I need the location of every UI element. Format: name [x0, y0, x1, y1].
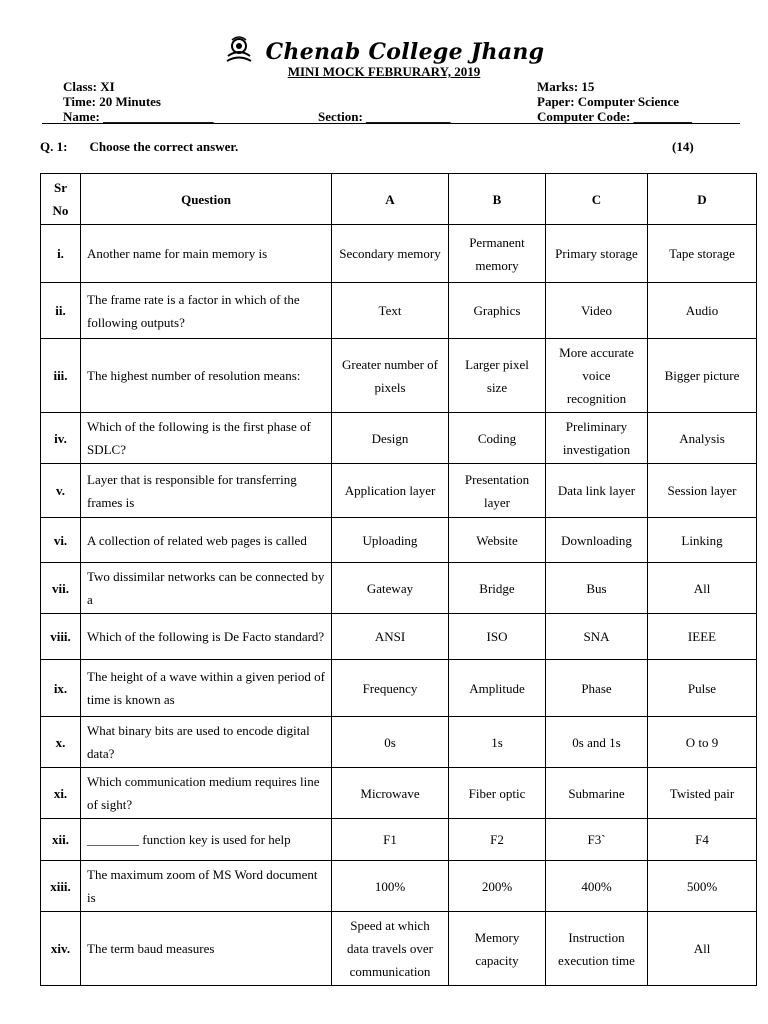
question-number: Q. 1: [40, 139, 68, 154]
row-option-b: 200% [449, 861, 546, 912]
row-question: Which of the following is De Facto standard? [81, 614, 332, 660]
header-question: Question [81, 174, 332, 225]
row-option-b: Coding [449, 413, 546, 464]
row-option-d: Session layer [648, 464, 757, 518]
table-row [41, 563, 757, 614]
row-option-b: Memory capacity [449, 912, 546, 986]
table-row [41, 717, 757, 768]
row-sr-number: xiv. [41, 912, 81, 986]
row-question: Which of the following is the first phase of SDLC? [81, 413, 332, 464]
table-row [41, 614, 757, 660]
time-label: Time: 20 Minutes [63, 94, 161, 109]
row-sr-number: ii. [41, 283, 81, 339]
row-option-c: 0s and 1s [546, 717, 648, 768]
row-option-d: Twisted pair [648, 768, 757, 819]
row-sr-number: v. [41, 464, 81, 518]
row-sr-number: iv. [41, 413, 81, 464]
row-option-c: Phase [546, 660, 648, 717]
class-label: Class: XI [63, 79, 115, 94]
row-option-c: SNA [546, 614, 648, 660]
row-sr-number: iii. [41, 339, 81, 413]
row-option-d: Audio [648, 283, 757, 339]
row-option-d: All [648, 563, 757, 614]
row-question: The height of a wave within a given period of time is known as [81, 660, 332, 717]
header-option-d: D [648, 174, 757, 225]
row-option-b: Permanent memory [449, 225, 546, 283]
row-option-b: F2 [449, 819, 546, 861]
row-option-b: Presentation layer [449, 464, 546, 518]
row-option-a: Secondary memory [332, 225, 449, 283]
row-option-c: More accurate voice recognition [546, 339, 648, 413]
row-option-a: Greater number of pixels [332, 339, 449, 413]
row-option-a: Microwave [332, 768, 449, 819]
row-option-d: Bigger picture [648, 339, 757, 413]
row-option-a: F1 [332, 819, 449, 861]
table-header-row [41, 174, 757, 225]
marks-label: Marks: 15 [537, 79, 595, 94]
row-option-b: ISO [449, 614, 546, 660]
table-row [41, 912, 757, 986]
exam-title: MINI MOCK FEBRURARY, 2019 [287, 64, 481, 79]
row-question: A collection of related web pages is called [81, 518, 332, 563]
row-question: The highest number of resolution means: [81, 339, 332, 413]
row-option-d: Analysis [648, 413, 757, 464]
row-question: ________ function key is used for help [81, 819, 332, 861]
row-question: Another name for main memory is [81, 225, 332, 283]
row-option-d: IEEE [648, 614, 757, 660]
row-option-a: Frequency [332, 660, 449, 717]
table-row [41, 518, 757, 563]
row-option-d: Tape storage [648, 225, 757, 283]
table-row [41, 768, 757, 819]
row-option-c: Instruction execution time [546, 912, 648, 986]
row-question: Which communication medium requires line of sight? [81, 768, 332, 819]
row-sr-number: xii. [41, 819, 81, 861]
row-question: The frame rate is a factor in which of the following outputs? [81, 283, 332, 339]
row-sr-number: xi. [41, 768, 81, 819]
row-option-c: Preliminary investigation [546, 413, 648, 464]
row-option-d: F4 [648, 819, 757, 861]
row-question: The maximum zoom of MS Word document is [81, 861, 332, 912]
row-sr-number: xiii. [41, 861, 81, 912]
table-row [41, 660, 757, 717]
row-option-a: ANSI [332, 614, 449, 660]
row-option-c: Downloading [546, 518, 648, 563]
name-field: Name: _________________ [63, 109, 214, 124]
row-option-a: Gateway [332, 563, 449, 614]
question-heading [40, 139, 238, 155]
row-option-a: 0s [332, 717, 449, 768]
question-marks: (14) [672, 139, 694, 154]
computer-code-field: Computer Code: _________ [537, 109, 693, 124]
header-divider [42, 123, 740, 124]
row-option-d: 500% [648, 861, 757, 912]
row-option-b: Bridge [449, 563, 546, 614]
row-option-a: 100% [332, 861, 449, 912]
section-field: Section: _____________ [318, 109, 451, 124]
table-row [41, 413, 757, 464]
row-option-b: 1s [449, 717, 546, 768]
row-option-a: Application layer [332, 464, 449, 518]
mcq-table [40, 173, 757, 986]
row-option-b: Website [449, 518, 546, 563]
row-option-c: Bus [546, 563, 648, 614]
row-option-d: All [648, 912, 757, 986]
row-option-a: Speed at which data travels over communication [332, 912, 449, 986]
row-sr-number: vi. [41, 518, 81, 563]
header-option-a: A [332, 174, 449, 225]
row-question: What binary bits are used to encode digital data? [81, 717, 332, 768]
row-sr-number: viii. [41, 614, 81, 660]
row-sr-number: i. [41, 225, 81, 283]
row-option-b: Amplitude [449, 660, 546, 717]
table-row [41, 861, 757, 912]
row-question: Two dissimilar networks can be connected by a [81, 563, 332, 614]
table-row [41, 819, 757, 861]
row-sr-number: x. [41, 717, 81, 768]
table-row [41, 464, 757, 518]
row-option-c: Primary storage [546, 225, 648, 283]
row-option-c: F3` [546, 819, 648, 861]
mcq-table-body [41, 225, 757, 986]
header-sr-no: Sr No [41, 174, 81, 225]
row-option-d: O to 9 [648, 717, 757, 768]
row-option-c: Data link layer [546, 464, 648, 518]
row-option-b: Graphics [449, 283, 546, 339]
row-option-c: Video [546, 283, 648, 339]
row-option-b: Larger pixel size [449, 339, 546, 413]
row-option-a: Text [332, 283, 449, 339]
row-option-c: 400% [546, 861, 648, 912]
table-row [41, 225, 757, 283]
table-row [41, 339, 757, 413]
row-sr-number: vii. [41, 563, 81, 614]
row-option-d: Pulse [648, 660, 757, 717]
header-option-b: B [449, 174, 546, 225]
row-option-a: Uploading [332, 518, 449, 563]
row-sr-number: ix. [41, 660, 81, 717]
row-option-c: Submarine [546, 768, 648, 819]
row-question: Layer that is responsible for transferring frames is [81, 464, 332, 518]
row-option-a: Design [332, 413, 449, 464]
row-option-b: Fiber optic [449, 768, 546, 819]
row-option-d: Linking [648, 518, 757, 563]
paper-label: Paper: Computer Science [537, 94, 680, 109]
question-instruction: Choose the correct answer. [89, 139, 239, 154]
college-name: Chenab College Jhang [265, 39, 545, 65]
row-question: The term baud measures [81, 912, 332, 986]
table-row [41, 283, 757, 339]
header-option-c: C [546, 174, 648, 225]
